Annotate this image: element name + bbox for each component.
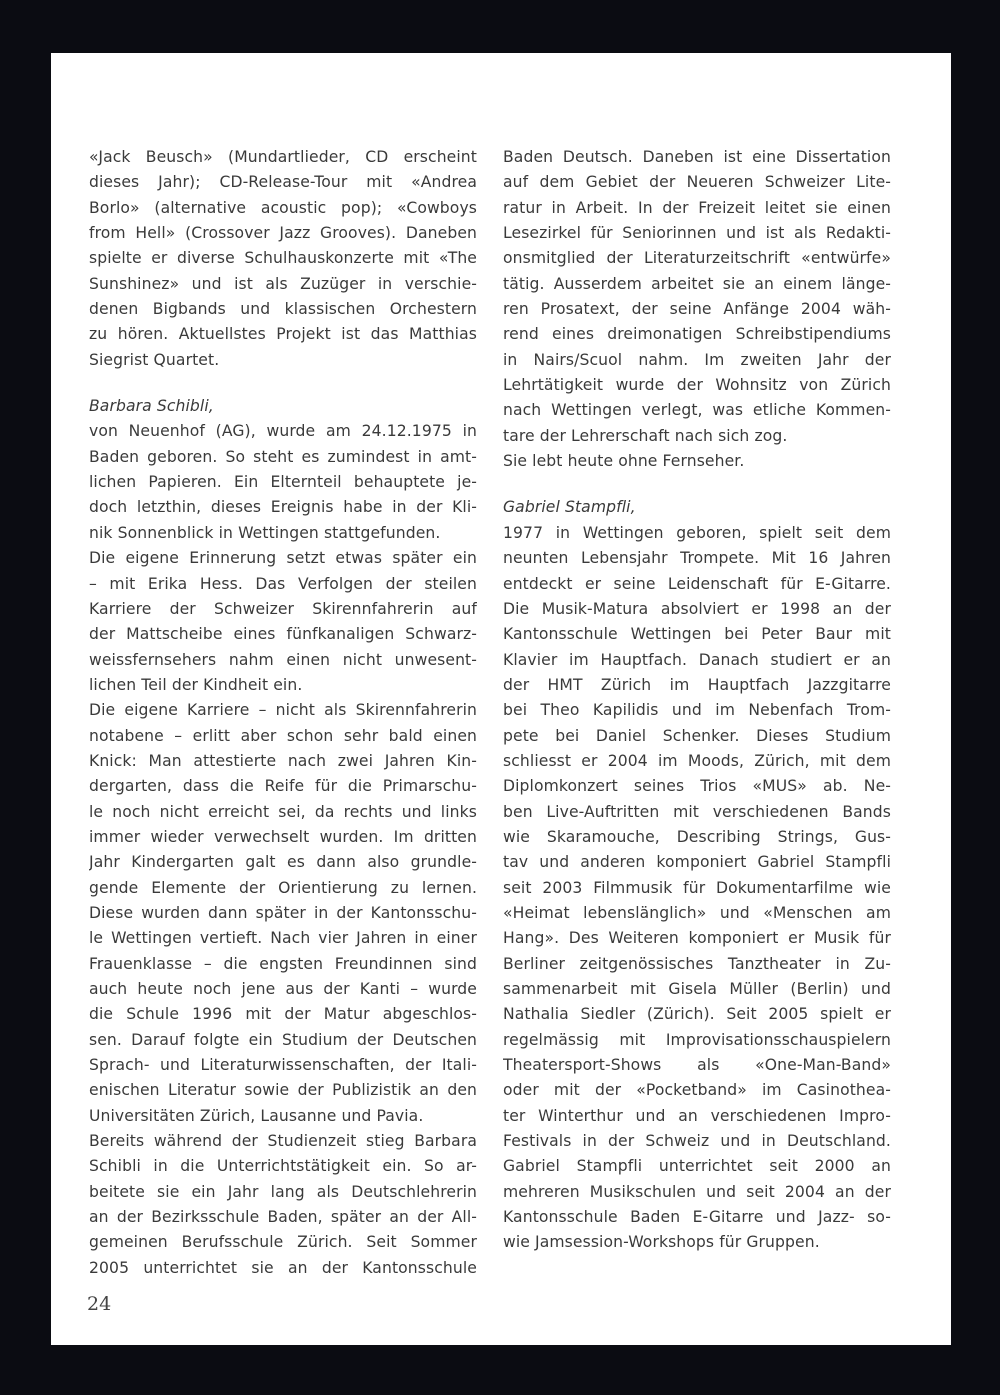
text-line: Festivals in der Schweiz und in Deutschland. <box>503 1132 891 1151</box>
text-line: ter Winterthur und an verschiedenen Impro- <box>503 1106 891 1125</box>
text-line: der HMT Zürich im Hauptfach Jazzgitarre <box>503 675 891 694</box>
left-column <box>89 145 477 1281</box>
text-line: Diese wurden dann später in der Kantonsschu- <box>89 903 477 922</box>
text-line: from Hell» (Crossover Jazz Grooves). Daneben <box>89 224 477 243</box>
text-line: sen. Darauf folgte ein Studium der Deutschen <box>89 1030 477 1049</box>
text-line: gende Elemente der Orientierung zu lernen. <box>89 878 477 897</box>
text-line: Berliner zeitgenössisches Tanztheater in Zu- <box>503 954 891 973</box>
text-line: Knick: Man attestierte nach zwei Jahren Kin- <box>89 751 477 770</box>
text-line: Theatersport-Shows als «One-Man-Band» <box>503 1056 891 1075</box>
text-line: der Mattscheibe eines fünfkanaligen Schwarz- <box>89 625 477 644</box>
bio-name-barbara-schibli: Barbara Schibli, <box>89 397 214 416</box>
text-line: onsmitglied der Literaturzeitschrift «entwürfe» <box>503 249 891 268</box>
text-line: doch letzthin, dieses Ereignis habe in der Kli- <box>89 498 477 517</box>
text-line: Frauenklasse – die engsten Freundinnen sind <box>89 954 477 973</box>
text-line: tätig. Ausserdem arbeitet sie an einem länge- <box>503 274 891 293</box>
text-line: ren Prosatext, der seine Anfänge 2004 wäh- <box>503 300 891 319</box>
text-line: notabene – erlitt aber schon sehr bald einen <box>89 726 477 745</box>
text-line: immer wieder verwechselt wurden. Im dritten <box>89 827 477 846</box>
text-line: 1977 in Wettingen geboren, spielt seit dem <box>503 523 891 542</box>
closing-line: Sie lebt heute ohne Fernseher. <box>503 452 745 471</box>
bio-paragraph <box>503 521 891 1256</box>
text-line: tav und anderen komponiert Gabriel Stampfli <box>503 853 891 872</box>
text-line: auf dem Gebiet der Neueren Schweizer Lite- <box>503 173 891 192</box>
text-line: gemeinen Berufsschule Zürich. Seit Sommer <box>89 1233 477 1252</box>
text-line: beitete sie ein Jahr lang als Deutschlehrerin <box>89 1182 477 1201</box>
text-line: von Neuenhof (AG), wurde am 24.12.1975 in <box>89 422 477 441</box>
text-line: Lehrtätigkeit wurde der Wohnsitz von Zürich <box>503 376 891 395</box>
bio-paragraph <box>89 419 477 546</box>
text-line: Lesezirkel für Seniorinnen und ist als Redakti- <box>503 224 891 243</box>
text-line: Karriere der Schweizer Skirennfahrerin auf <box>89 599 477 618</box>
text-line: in Nairs/Scuol nahm. Im zweiten Jahr der <box>503 350 891 369</box>
paragraph-gap <box>503 474 891 495</box>
text-line: nik Sonnenblick in Wettingen stattgefunden. <box>89 523 441 542</box>
text-line: Bereits während der Studienzeit stieg Barbara <box>89 1132 477 1151</box>
bio-name-gabriel-stampfli: Gabriel Stampfli, <box>503 498 636 517</box>
text-line: Baden Deutsch. Daneben ist eine Dissertation <box>503 148 891 166</box>
text-line: le noch nicht erreicht sei, da rechts und links <box>89 802 477 821</box>
text-line: Universitäten Zürich, Lausanne und Pavia. <box>89 1106 424 1125</box>
text-line: wie Jamsession-Workshops für Gruppen. <box>503 1233 820 1252</box>
text-line: sammenarbeit mit Gisela Müller (Berlin) und <box>503 980 891 998</box>
text-line: die Schule 1996 mit der Matur abgeschlos- <box>89 1005 477 1024</box>
text-line: Sunshinez» und ist als Zuzüger in verschie- <box>89 274 477 293</box>
bio-paragraph <box>89 546 477 698</box>
page-number: 24 <box>87 1293 112 1315</box>
text-line: neunten Lebensjahr Trompete. Mit 16 Jahren <box>503 549 891 568</box>
text-line: pete bei Daniel Schenker. Dieses Studium <box>503 726 891 745</box>
text-line: an der Bezirksschule Baden, später an der All- <box>89 1208 477 1227</box>
text-line: «Jack Beusch» (Mundartlieder, CD erscheint <box>89 148 477 166</box>
paragraph-gap <box>89 373 477 394</box>
text-line: dieses Jahr); CD-Release-Tour mit «Andrea <box>89 173 477 192</box>
text-line: mehreren Musikschulen und seit 2004 an der <box>503 1182 891 1201</box>
text-line: Jahr Kindergarten galt es dann also grundle- <box>89 853 477 872</box>
bio-paragraph <box>89 698 477 1129</box>
text-line: schliesst er 2004 im Moods, Zürich, mit dem <box>503 751 891 770</box>
text-line: Die eigene Karriere – nicht als Skirennfahrerin <box>89 701 477 720</box>
text-line: ben Live-Auftritten mit verschiedenen Bands <box>503 802 891 821</box>
text-line: Borlo» (alternative acoustic pop); «Cowboys <box>89 198 477 217</box>
text-line: Sprach- und Literaturwissenschaften, der Itali- <box>89 1056 477 1075</box>
text-line: ratur in Arbeit. In der Freizeit leitet sie einen <box>503 198 891 217</box>
text-line: Kantonsschule Wettingen bei Peter Baur mit <box>503 625 891 644</box>
text-line: wie Skaramouche, Describing Strings, Gus- <box>503 827 891 846</box>
text-line: enischen Literatur sowie der Publizistik an den <box>89 1081 477 1100</box>
text-line: Hang». Des Weiteren komponiert er Musik für <box>503 929 891 948</box>
text-line: – mit Erika Hess. Das Verfolgen der steilen <box>89 574 477 593</box>
text-line: Kantonsschule Baden E-Gitarre und Jazz- so- <box>503 1208 891 1227</box>
text-line: Gabriel Stampfli unterrichtet seit 2000 an <box>503 1157 891 1176</box>
text-line: seit 2003 Filmmusik für Dokumentarfilme wie <box>503 878 891 897</box>
text-line: le Wettingen vertieft. Nach vier Jahren in einer <box>89 929 477 948</box>
text-line: Diplomkonzert seines Trios «MUS» ab. Ne- <box>503 777 891 796</box>
text-line: zu hören. Aktuellstes Projekt ist das Matthias <box>89 325 477 344</box>
intro-paragraph <box>89 145 477 373</box>
text-line: Schibli in die Unterrichtstätigkeit ein. So ar- <box>89 1157 477 1176</box>
text-line: Die eigene Erinnerung setzt etwas später ein <box>89 549 477 568</box>
text-line: nach Wettingen verlegt, was etliche Kommen- <box>503 401 891 420</box>
text-line: Baden geboren. So steht es zumindest in amt- <box>89 447 477 466</box>
text-line: lichen Teil der Kindheit ein. <box>89 675 303 694</box>
text-line: weissfernsehers nahm einen nicht unwesent- <box>89 650 477 669</box>
text-line: bei Theo Kapilidis und im Nebenfach Trom- <box>503 701 891 720</box>
bio-paragraph <box>89 1129 477 1281</box>
text-line: oder mit der «Pocketband» im Casinothea- <box>503 1081 891 1100</box>
text-line: «Heimat lebenslänglich» und «Menschen am <box>503 903 891 922</box>
text-line: Siegrist Quartet. <box>89 350 220 369</box>
text-line: auch heute noch jene aus der Kanti – wurde <box>89 980 477 998</box>
text-line: 2005 unterrichtet sie an der Kantonsschule <box>89 1258 477 1277</box>
text-line: Nathalia Siedler (Zürich). Seit 2005 spielt er <box>503 1005 891 1024</box>
right-column <box>503 145 891 1256</box>
text-line: lichen Papieren. Ein Elternteil behauptete je- <box>89 473 477 492</box>
text-line: denen Bigbands und klassischen Orchestern <box>89 300 477 319</box>
text-line: Die Musik-Matura absolviert er 1998 an der <box>503 599 891 618</box>
document-page <box>51 53 951 1345</box>
text-line: regelmässig mit Improvisationsschauspielern <box>503 1030 891 1049</box>
text-line: spielte er diverse Schulhauskonzerte mit «The <box>89 249 477 268</box>
text-line: entdeckt er seine Leidenschaft für E-Gitarre. <box>503 574 891 593</box>
text-line: rend eines dreimonatigen Schreibstipendiums <box>503 325 891 344</box>
text-line: tare der Lehrerschaft nach sich zog. <box>503 426 788 445</box>
continuation-paragraph <box>503 145 891 449</box>
text-line: dergarten, dass die Reife für die Primarschu- <box>89 777 477 796</box>
text-line: Klavier im Hauptfach. Danach studiert er an <box>503 650 891 669</box>
